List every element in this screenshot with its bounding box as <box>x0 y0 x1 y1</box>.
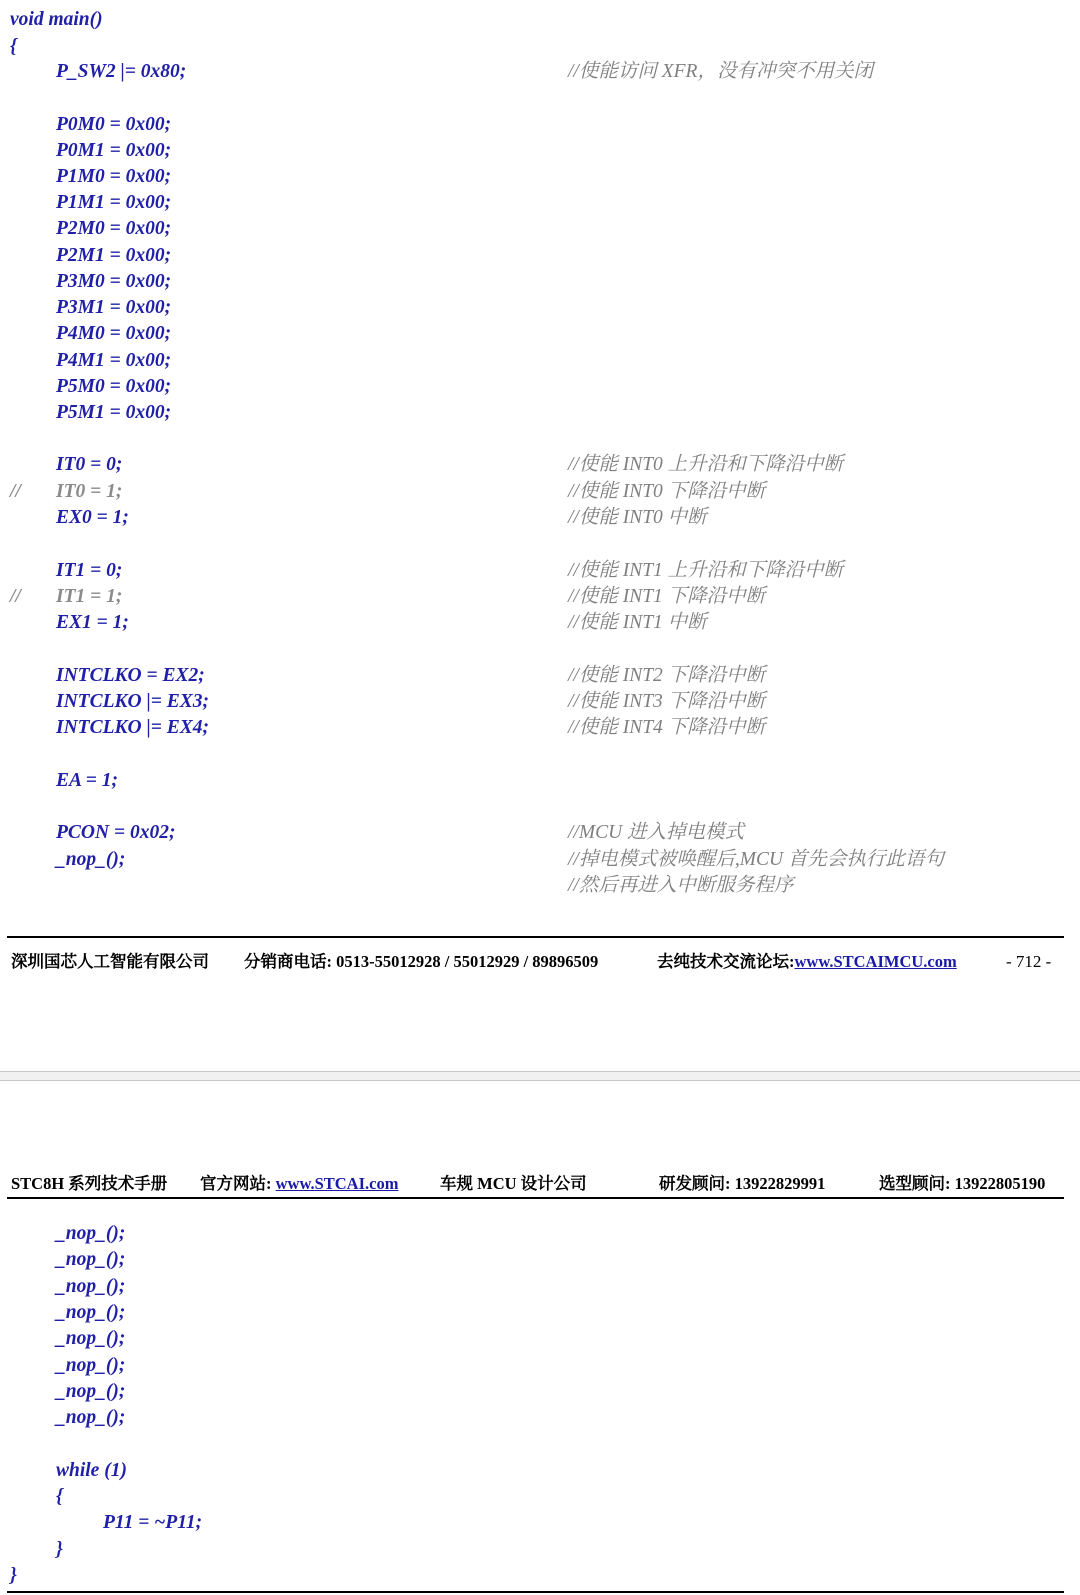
page-separator <box>0 1071 1080 1081</box>
commented-out-marker: // <box>10 586 21 607</box>
header-select-advisor: 选型顾问: 13922805190 <box>879 1174 1046 1193</box>
header-site-label: 官方网站: <box>200 1174 276 1193</box>
code-line: P1M1 = 0x00; <box>56 192 172 213</box>
code-comment: //使能 INT1 中断 <box>568 612 707 633</box>
code-comment: //使能访问 XFR，没有冲突不用关闭 <box>568 61 873 82</box>
site-link[interactable]: www.STCAI.com <box>275 1174 399 1193</box>
code-line: P2M0 = 0x00; <box>56 218 172 239</box>
code-line: INTCLKO |= EX3; <box>56 691 210 712</box>
code-line: P2M1 = 0x00; <box>56 245 172 266</box>
code-comment: //然后再进入中断服务程序 <box>568 875 794 896</box>
footer-divider <box>7 936 1064 938</box>
footer-company: 深圳国芯人工智能有限公司 <box>11 952 209 971</box>
code-comment: //使能 INT1 下降沿中断 <box>568 586 766 607</box>
code-line: { <box>56 1486 63 1507</box>
code-line: P4M1 = 0x00; <box>56 350 172 371</box>
code-line: IT0 = 1; <box>56 481 123 502</box>
code-line: P11 = ~P11; <box>103 1512 203 1533</box>
code-line: _nop_(); <box>56 1381 126 1402</box>
header-rd-advisor: 研发顾问: 13922829991 <box>659 1174 826 1193</box>
code-line: INTCLKO |= EX4; <box>56 717 210 738</box>
code-comment: //使能 INT3 下降沿中断 <box>568 691 766 712</box>
code-line: void main() <box>10 9 103 30</box>
code-line: P4M0 = 0x00; <box>56 323 172 344</box>
code-line: } <box>56 1539 63 1560</box>
code-comment: //使能 INT4 下降沿中断 <box>568 717 766 738</box>
code-line: P1M0 = 0x00; <box>56 166 172 187</box>
header-company-tag: 车规 MCU 设计公司 <box>440 1174 587 1193</box>
code-line: _nop_(); <box>56 1302 126 1323</box>
header-manual: STC8H 系列技术手册 <box>11 1174 168 1193</box>
code-line: _nop_(); <box>56 1223 126 1244</box>
code-line: P5M1 = 0x00; <box>56 402 172 423</box>
footer-forum-label: 去纯技术交流论坛: <box>657 952 795 971</box>
code-line: P5M0 = 0x00; <box>56 376 172 397</box>
code-line: } <box>10 1565 17 1586</box>
code-line: _nop_(); <box>56 1328 126 1349</box>
code-line: IT1 = 0; <box>56 560 123 581</box>
code-line: _nop_(); <box>56 1276 126 1297</box>
page-footer <box>11 951 209 973</box>
code-line: { <box>10 36 17 57</box>
code-line: INTCLKO = EX2; <box>56 665 205 686</box>
code-line: while (1) <box>56 1460 127 1481</box>
footer-forum <box>657 951 957 973</box>
code-line: IT1 = 1; <box>56 586 123 607</box>
code-line: P0M0 = 0x00; <box>56 114 172 135</box>
footer-phone: 分销商电话: 0513-55012928 / 55012929 / 89896509 <box>244 952 599 971</box>
commented-out-marker: // <box>10 481 21 502</box>
page-number: - 712 - <box>1006 952 1052 971</box>
code-line: _nop_(); <box>56 1249 126 1270</box>
code-line: IT0 = 0; <box>56 454 123 475</box>
code-comment: //使能 INT1 上升沿和下降沿中断 <box>568 560 844 581</box>
code-comment: //使能 INT0 中断 <box>568 507 707 528</box>
forum-link[interactable]: www.STCAIMCU.com <box>794 952 957 971</box>
code-line: P0M1 = 0x00; <box>56 140 172 161</box>
code-line: EX0 = 1; <box>56 507 129 528</box>
code-comment: //MCU 进入掉电模式 <box>568 822 745 843</box>
code-line: P_SW2 |= 0x80; <box>56 61 187 82</box>
code-line: P3M1 = 0x00; <box>56 297 172 318</box>
page-bottom-divider <box>7 1591 1064 1593</box>
code-comment: //掉电模式被唤醒后,MCU 首先会执行此语句 <box>568 849 944 870</box>
code-line: _nop_(); <box>56 849 126 870</box>
code-comment: //使能 INT2 下降沿中断 <box>568 665 766 686</box>
code-comment: //使能 INT0 上升沿和下降沿中断 <box>568 454 844 475</box>
code-line: _nop_(); <box>56 1407 126 1428</box>
header-site <box>200 1173 398 1195</box>
code-comment: //使能 INT0 下降沿中断 <box>568 481 766 502</box>
code-line: _nop_(); <box>56 1355 126 1376</box>
code-line: EX1 = 1; <box>56 612 129 633</box>
code-line: EA = 1; <box>56 770 119 791</box>
code-line: PCON = 0x02; <box>56 822 176 843</box>
header-divider <box>7 1197 1064 1199</box>
code-line: P3M0 = 0x00; <box>56 271 172 292</box>
